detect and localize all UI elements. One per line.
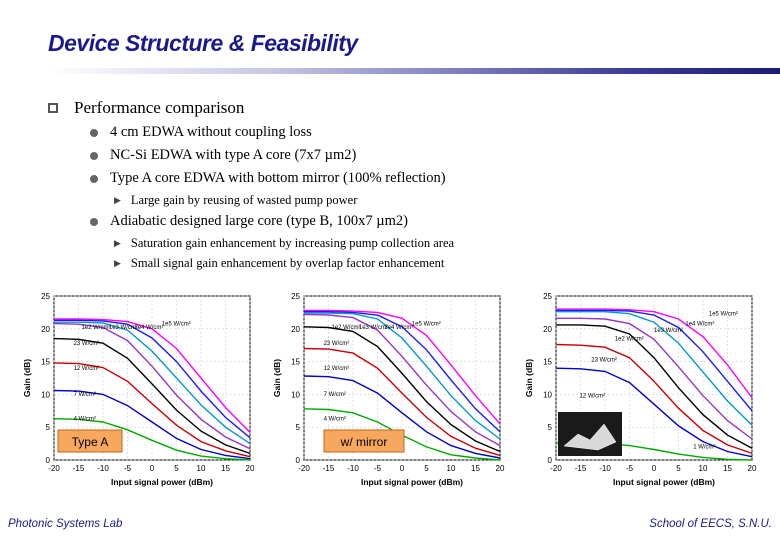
series-label: 1e4 W/cm²	[685, 321, 715, 328]
triangle-bullet-icon: ▶	[114, 238, 121, 248]
x-tick-label: -20	[298, 464, 310, 473]
x-tick-label: 15	[723, 464, 732, 473]
sub-bullet-3	[90, 170, 446, 187]
x-tick-label: 5	[174, 464, 179, 473]
series-label: 4 W/cm²	[73, 416, 96, 423]
x-tick-label: -5	[373, 464, 382, 473]
y-axis-title: Gain (dB)	[272, 358, 282, 398]
y-axis-title: Gain (dB)	[524, 358, 534, 398]
series-label: 23 W/cm²	[591, 357, 617, 364]
y-tick-label: 15	[41, 357, 50, 367]
x-tick-label: 0	[399, 464, 405, 473]
x-tick-label: -5	[625, 464, 634, 473]
chart-badge-label: Type A	[71, 435, 109, 449]
series-label: 7 W/cm²	[73, 392, 96, 399]
x-tick-label: -15	[574, 464, 587, 473]
chart-type-a-svg	[18, 288, 258, 498]
footer-lab-name: Photonic Systems Lab	[8, 518, 123, 530]
y-tick-label: 0	[295, 456, 300, 465]
series-label: 1e2 W/cm²	[81, 324, 111, 331]
series-label: 1e3 W/cm²	[358, 324, 388, 331]
series-label: 4 W/cm²	[323, 416, 346, 423]
sub-sub-bullet-3-text: Small signal gain enhancement by overlap factor enhancement	[130, 256, 445, 270]
y-tick-label: 15	[291, 357, 300, 367]
sub-sub-bullet-2-text: Saturation gain enhancement by increasing pump collection area	[130, 236, 455, 250]
series-label: 12 W/cm²	[579, 393, 606, 400]
dot-bullet-icon	[90, 218, 98, 226]
sub-bullet-2-text: NC-Si EDWA with type A core (7x7 µm2)	[110, 147, 357, 163]
dot-bullet-icon	[90, 152, 98, 160]
y-tick-label: 15	[543, 357, 552, 367]
chart-type-a	[18, 288, 258, 498]
series-label: 12 W/cm²	[73, 365, 100, 372]
x-axis-title: Input signal power (dBm)	[111, 477, 213, 487]
y-axis-title: Gain (dB)	[22, 358, 32, 398]
sub-sub-bullet-1	[114, 193, 357, 208]
inset-mode-profile	[558, 412, 622, 456]
x-tick-label: -20	[550, 464, 562, 473]
x-tick-label: 5	[424, 464, 429, 473]
series-label: 1e5 W/cm²	[411, 321, 441, 328]
sub-bullet-2	[90, 147, 356, 164]
sub-sub-bullet-1-text: Large gain by reusing of wasted pump power	[130, 193, 358, 207]
series-label: 1e5 W/cm²	[708, 311, 738, 318]
x-tick-label: 15	[221, 464, 230, 473]
sub-bullet-4-text: Adiabatic designed large core (type B, 100x7 µm2)	[110, 213, 409, 229]
x-tick-label: 10	[698, 464, 708, 473]
x-tick-label: 0	[651, 464, 657, 473]
series-label: 1e3 W/cm²	[108, 324, 138, 331]
y-tick-label: 10	[41, 390, 50, 400]
x-tick-label: 15	[471, 464, 480, 473]
sub-sub-bullet-3	[114, 256, 444, 271]
x-tick-label: 0	[149, 464, 155, 473]
x-tick-label: 10	[196, 464, 206, 473]
series-label: 23 W/cm²	[73, 341, 100, 348]
x-tick-label: -10	[97, 464, 109, 473]
x-tick-label: 20	[747, 464, 757, 473]
triangle-bullet-icon: ▶	[114, 258, 121, 268]
series-label: 1e2 W/cm²	[614, 336, 644, 343]
sub-bullet-1	[90, 124, 312, 141]
x-tick-label: 10	[446, 464, 456, 473]
series-label: 23 W/cm²	[323, 341, 350, 348]
y-tick-label: 25	[291, 292, 300, 301]
x-axis-title: Input signal power (dBm)	[613, 477, 715, 487]
series-label: 1e4 W/cm²	[384, 324, 414, 331]
y-tick-label: 20	[41, 324, 50, 334]
triangle-bullet-icon: ▶	[114, 195, 121, 205]
y-tick-label: 25	[41, 292, 50, 301]
y-tick-label: 5	[547, 423, 552, 433]
series-label: 1e5 W/cm²	[161, 321, 191, 328]
x-tick-label: -15	[72, 464, 85, 473]
sub-bullet-3-text: Type A core EDWA with bottom mirror (100% reflection)	[110, 170, 446, 186]
series-label: 1e2 W/cm²	[331, 324, 361, 331]
chart-badge-label: w/ mirror	[340, 435, 388, 449]
series-label: 12 W/cm²	[323, 365, 350, 372]
y-tick-label: 20	[291, 324, 300, 334]
footer-school-name: School of EECS, S.N.U.	[649, 518, 772, 530]
chart-mirror-svg	[268, 288, 508, 498]
x-tick-label: -5	[123, 464, 132, 473]
sub-bullet-4	[90, 213, 408, 230]
dot-bullet-icon	[90, 129, 98, 137]
main-bullet	[48, 98, 244, 118]
y-tick-label: 10	[543, 390, 552, 400]
x-tick-label: 20	[245, 464, 255, 473]
chart-type-b	[520, 288, 760, 498]
y-tick-label: 25	[543, 292, 552, 301]
x-tick-label: -10	[599, 464, 611, 473]
x-tick-label: -20	[48, 464, 60, 473]
x-tick-label: 20	[495, 464, 505, 473]
sub-sub-bullet-2	[114, 236, 454, 251]
series-label: 7 W/cm²	[323, 392, 346, 399]
main-bullet-text: Performance comparison	[74, 98, 245, 117]
x-tick-label: -15	[322, 464, 335, 473]
chart-mirror	[268, 288, 508, 498]
title-rule	[48, 68, 780, 74]
series-label: 1e3 W/cm²	[654, 328, 684, 335]
dot-bullet-icon	[90, 175, 98, 183]
chart-type-b-svg	[520, 288, 760, 498]
series-label: 1e4 W/cm²	[134, 324, 164, 331]
series-label: 1 W/cm²	[693, 444, 716, 451]
x-tick-label: -10	[347, 464, 359, 473]
y-tick-label: 5	[45, 423, 50, 433]
slide-title: Device Structure & Feasibility	[48, 30, 358, 56]
y-tick-label: 20	[543, 324, 552, 334]
square-bullet-icon	[48, 103, 58, 113]
x-axis-title: Input signal power (dBm)	[361, 477, 463, 487]
y-tick-label: 10	[291, 390, 300, 400]
x-tick-label: 5	[676, 464, 681, 473]
y-tick-label: 5	[295, 423, 300, 433]
y-tick-label: 0	[45, 456, 50, 465]
y-tick-label: 0	[547, 456, 552, 465]
sub-bullet-1-text: 4 cm EDWA without coupling loss	[110, 124, 312, 140]
